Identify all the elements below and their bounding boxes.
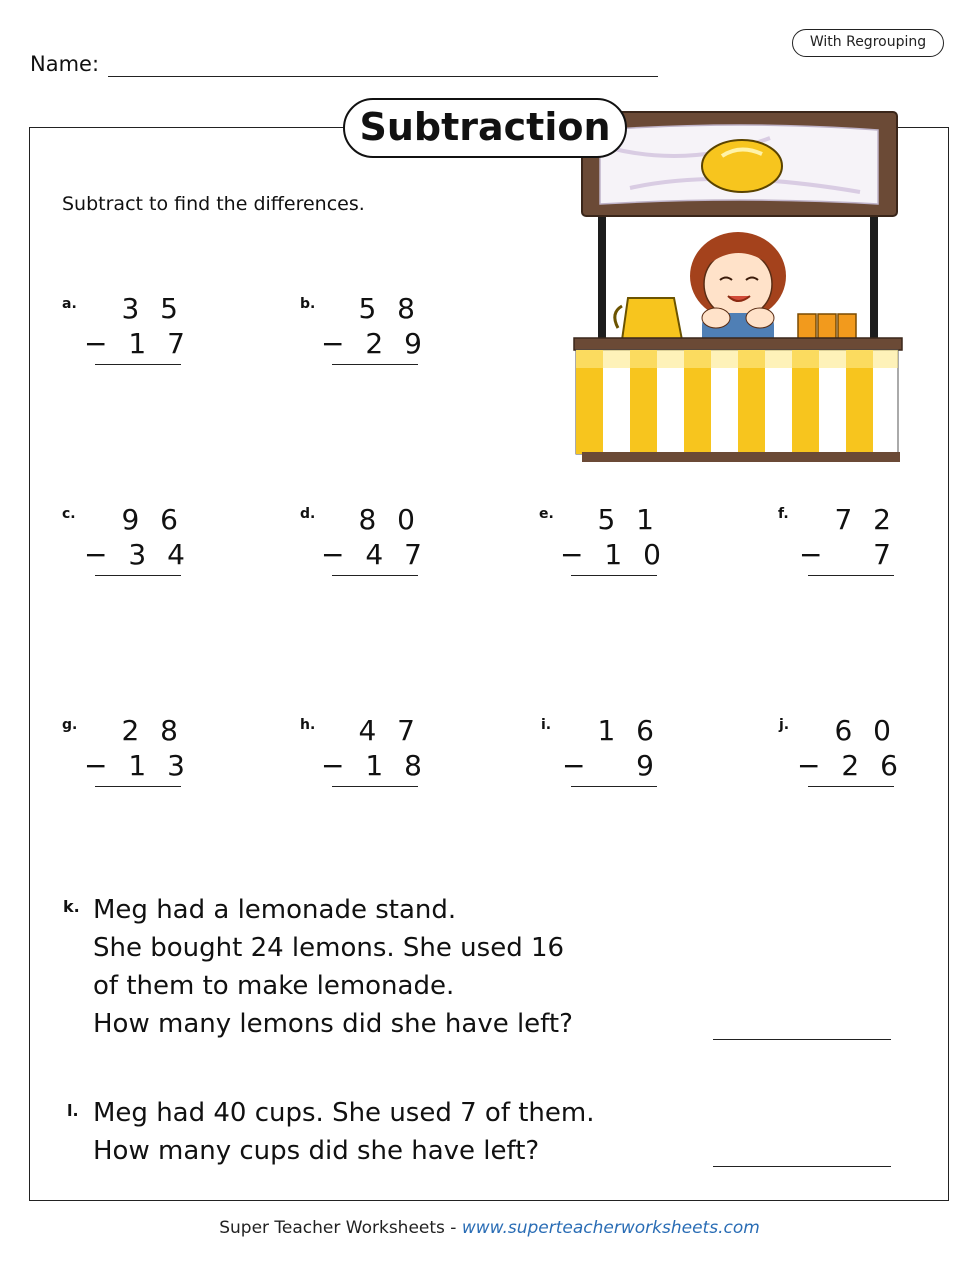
problem-g-letter: g.	[62, 717, 78, 733]
problem-c-bottom: − 3 4	[84, 538, 191, 571]
stand-post-left	[598, 208, 606, 348]
footer-url-link[interactable]: www.superteacherworksheets.com	[461, 1218, 760, 1238]
problem-i-bottom: − 9	[562, 749, 660, 782]
problem-b-bottom: − 2 9	[321, 327, 428, 360]
problem-f-letter: f.	[778, 506, 789, 522]
problem-f-top: 7 2	[834, 503, 897, 536]
stand-skirt	[576, 350, 898, 454]
stand-post-right	[870, 208, 878, 348]
problem-a-top: 3 5	[121, 292, 184, 325]
problem-a-bottom: − 1 7	[84, 327, 191, 360]
problem-d-bottom: − 4 7	[321, 538, 428, 571]
footer-site: Super Teacher Worksheets -	[219, 1218, 462, 1238]
problem-i-top: 1 6	[597, 714, 660, 747]
problem-j-letter: j.	[779, 717, 790, 733]
problem-f-answer-line[interactable]	[808, 575, 894, 576]
problem-g-bottom: − 1 3	[84, 749, 191, 782]
problem-f-bottom: − 7	[799, 538, 897, 571]
word-problem-l-letter: l.	[67, 1101, 79, 1120]
problem-c-answer-line[interactable]	[95, 575, 181, 576]
regrouping-badge: With Regrouping	[792, 29, 944, 57]
word-problem-k-line-4: How many lemons did she have left?	[93, 1009, 573, 1039]
word-problem-l-line-1: Meg had 40 cups. She used 7 of them.	[93, 1098, 595, 1128]
footer	[0, 1218, 979, 1238]
word-problem-k-answer-line[interactable]	[713, 1039, 891, 1040]
problem-c-top: 9 6	[121, 503, 184, 536]
page-title: Subtraction	[343, 98, 627, 158]
pitcher-icon	[622, 298, 682, 340]
stand-base	[582, 452, 900, 462]
problem-h-letter: h.	[300, 717, 316, 733]
word-problem-k-line-2: She bought 24 lemons. She used 16	[93, 933, 565, 963]
problem-e-top: 5 1	[597, 503, 660, 536]
stand-counter	[574, 338, 902, 350]
problem-j-bottom: − 2 6	[797, 749, 904, 782]
name-label: Name:	[30, 52, 100, 76]
word-problem-l-answer-line[interactable]	[713, 1166, 891, 1167]
problem-i-letter: i.	[541, 717, 552, 733]
problem-b-letter: b.	[300, 296, 316, 312]
word-problem-k-letter: k.	[63, 897, 80, 916]
word-problem-k-line-3: of them to make lemonade.	[93, 971, 455, 1001]
word-problem-k-line-1: Meg had a lemonade stand.	[93, 895, 457, 925]
instructions: Subtract to find the differences.	[62, 193, 365, 215]
name-input-line[interactable]	[108, 76, 658, 77]
problem-a-answer-line[interactable]	[95, 364, 181, 365]
problem-i-answer-line[interactable]	[571, 786, 657, 787]
problem-d-answer-line[interactable]	[332, 575, 418, 576]
problem-e-bottom: − 1 0	[560, 538, 667, 571]
problem-g-top: 2 8	[121, 714, 184, 747]
lemonade-stand-illustration	[570, 108, 905, 468]
problem-b-answer-line[interactable]	[332, 364, 418, 365]
problem-d-top: 8 0	[358, 503, 421, 536]
problem-h-answer-line[interactable]	[332, 786, 418, 787]
problem-j-answer-line[interactable]	[808, 786, 894, 787]
problem-g-answer-line[interactable]	[95, 786, 181, 787]
problem-b-top: 5 8	[358, 292, 421, 325]
problem-e-answer-line[interactable]	[571, 575, 657, 576]
problem-c-letter: c.	[62, 506, 76, 522]
problem-h-bottom: − 1 8	[321, 749, 428, 782]
problem-j-top: 6 0	[834, 714, 897, 747]
problem-a-letter: a.	[62, 296, 77, 312]
problem-d-letter: d.	[300, 506, 316, 522]
problem-h-top: 4 7	[358, 714, 421, 747]
word-problem-l-line-2: How many cups did she have left?	[93, 1136, 540, 1166]
problem-e-letter: e.	[539, 506, 554, 522]
